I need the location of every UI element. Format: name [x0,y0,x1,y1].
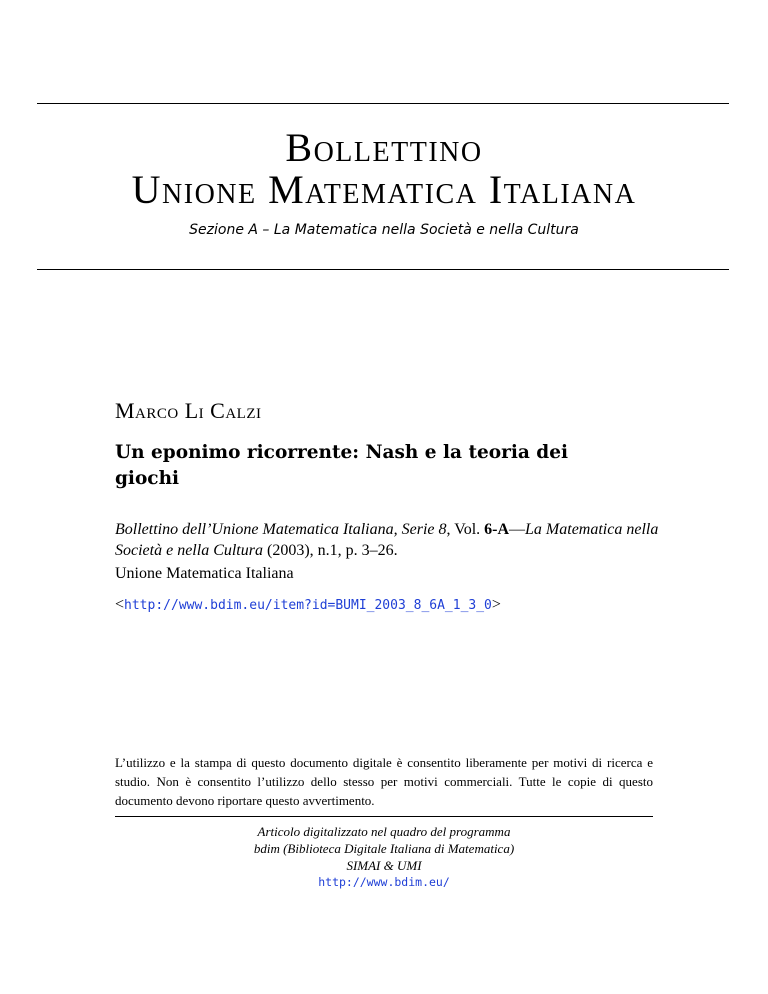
citation-section: La Matematica nella Società e nella Cultura [115,521,659,559]
item-link[interactable]: http://www.bdim.eu/item?id=BUMI_2003_8_6A_1_3_0 [124,598,492,613]
footer-line-3: SIMAI & UMI [346,858,422,873]
citation-rest: (2003), n.1, p. 3–26. [262,542,398,559]
citation-volume: 6-A [484,521,510,538]
header-bottom-rule [37,269,729,270]
footer-line-1: Articolo digitalizzato nel quadro del programma [257,824,511,839]
url-close-bracket: > [491,596,501,613]
citation-dash: — [509,521,526,538]
footer-line-2: bdim (Biblioteca Digitale Italiana di Matematica) [253,841,515,856]
section-subtitle: Sezione A – La Matematica nella Società e nella Cultura [189,222,579,238]
journal-title-line-2: Unione Matematica Italiana [131,167,637,212]
article-author: Marco Li Calzi [115,398,262,423]
footer-rule [115,816,653,817]
url-open-bracket: < [115,596,125,613]
publisher: Unione Matematica Italiana [115,565,294,582]
journal-title-line-1: Bollettino [285,125,483,170]
top-rule [37,103,729,104]
citation-vol-prefix: , Vol. [446,521,485,538]
footer-link[interactable]: http://www.bdim.eu/ [318,875,450,889]
item-url [115,596,501,614]
copyright-notice: L’utilizzo e la stampa di questo documento digitale è consentito liberamente per motivi di ricerca e studio. Non è consentito l’utilizzo dello stesso per motivi commerciali. Tutte le copie di questo documento devono riportare questo avvertimento. [115,755,653,808]
footer [115,823,653,891]
citation [115,519,675,561]
article-title: Un eponimo ricorrente: Nash e la teoria dei giochi [115,442,569,489]
citation-journal: Bollettino dell’Unione Matematica Italiana, Serie 8 [115,521,447,538]
